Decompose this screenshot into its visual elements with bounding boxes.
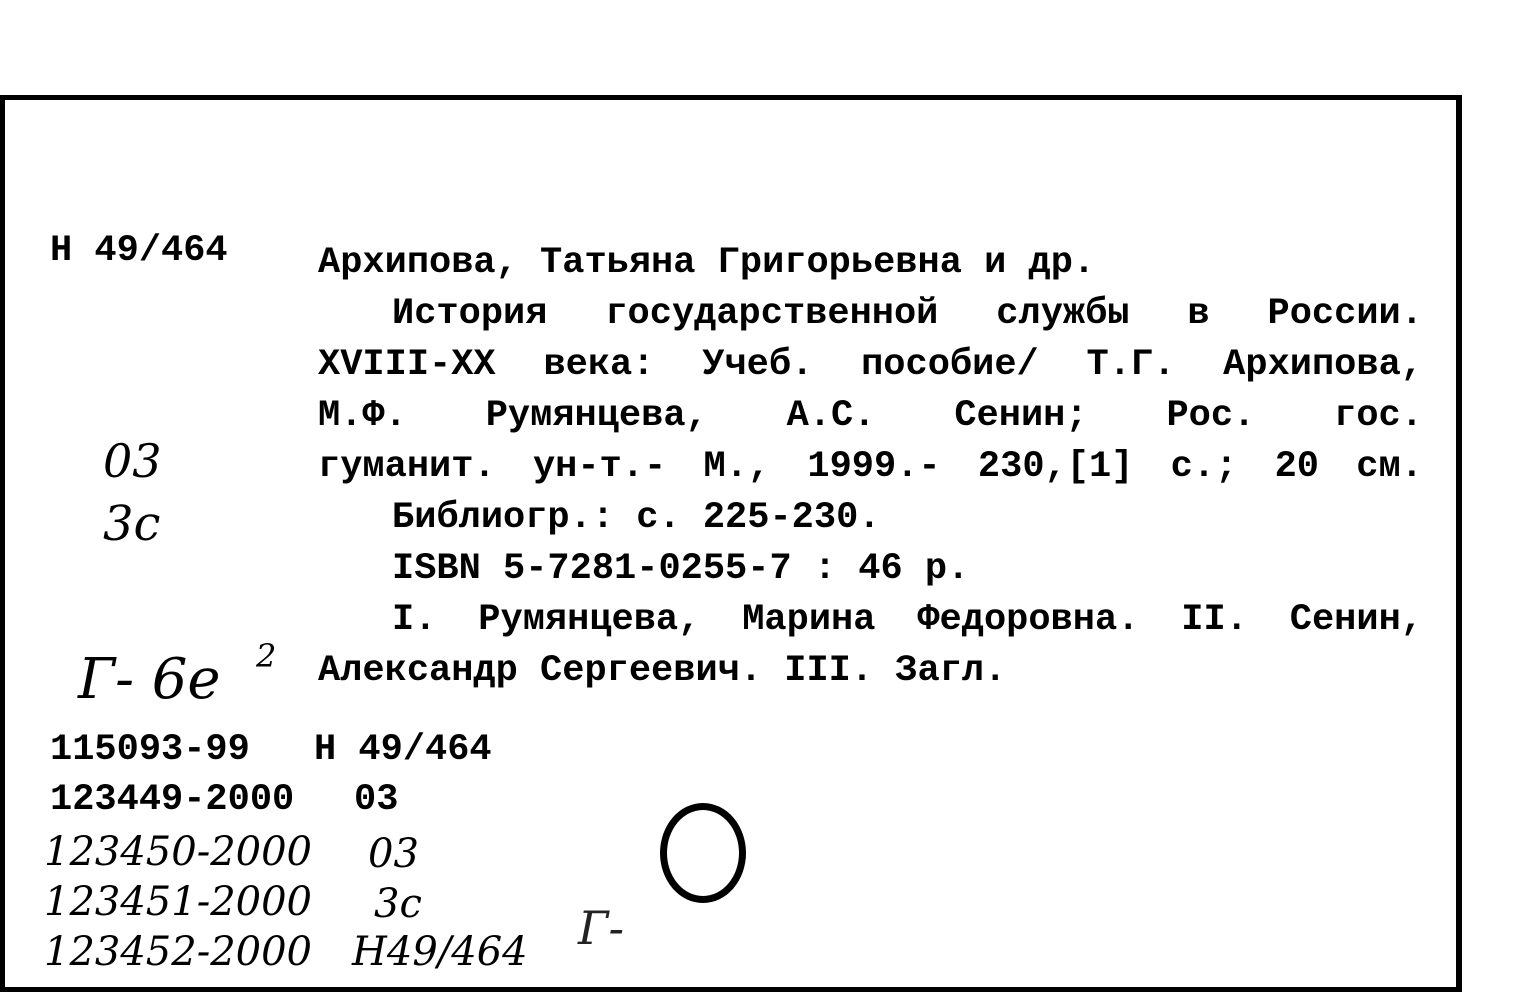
tracing-last-line: Александр Сергеевич. III. Загл. bbox=[318, 649, 1007, 692]
isbn-note: ISBN 5-7281-0255-7 : 46 р. bbox=[392, 547, 970, 590]
handwritten-inventory-code: 3с bbox=[374, 881, 422, 927]
tracing-word: II. bbox=[1181, 598, 1248, 641]
inventory-code: 03 bbox=[354, 779, 399, 821]
bibliography-note: Библиогр.: с. 225-230. bbox=[392, 496, 881, 539]
title-line-3: М.Ф. Румянцева, А.С. Сенин; Рос. гос. bbox=[318, 394, 1423, 437]
handwritten-code-3c: 3с bbox=[103, 496, 161, 552]
handwritten-inventory-number: 123450-2000 bbox=[44, 829, 313, 875]
inventory-number: 123449-2000 bbox=[50, 779, 295, 821]
tracing-line bbox=[318, 594, 1423, 645]
handwritten-code-03: 03 bbox=[103, 434, 162, 488]
shelf-mark: Н 49/464 bbox=[50, 230, 228, 272]
tracing-word: Румянцева, bbox=[478, 598, 701, 641]
handwritten-inventory-code: Н49/464 bbox=[352, 929, 528, 975]
tracing-word: Марина bbox=[742, 598, 876, 641]
title-line-2: XVIII-XX века: Учеб. пособие/ Т.Г. Архипова, bbox=[318, 343, 1423, 386]
handwritten-inventory-number: 123451-2000 bbox=[44, 879, 313, 925]
title-line-1: История государственной службы в России. bbox=[392, 292, 1423, 335]
author-line: Архипова, Татьяна Григорьевна и др. bbox=[318, 241, 1096, 284]
tracing-word: Сенин, bbox=[1289, 598, 1423, 641]
punch-hole bbox=[660, 803, 746, 903]
inventory-code: Н 49/464 bbox=[314, 729, 492, 771]
inventory-number: 115093-99 bbox=[50, 729, 250, 771]
tracing-word: Федоровна. bbox=[917, 598, 1140, 641]
bibliographic-description bbox=[318, 237, 1423, 696]
tracing-word: I. bbox=[392, 598, 437, 641]
handwritten-superscript: 2 bbox=[256, 637, 277, 675]
imprint-line: гуманит. ун-т.- М., 1999.- 230,[1] с.; 20 см. bbox=[318, 445, 1423, 488]
handwritten-inventory-code: 03 bbox=[368, 831, 419, 877]
handwritten-code-g6e: Г- 6е bbox=[78, 647, 221, 712]
handwritten-trailing-mark: Г- bbox=[578, 901, 624, 955]
handwritten-inventory-number: 123452-2000 bbox=[44, 929, 313, 975]
